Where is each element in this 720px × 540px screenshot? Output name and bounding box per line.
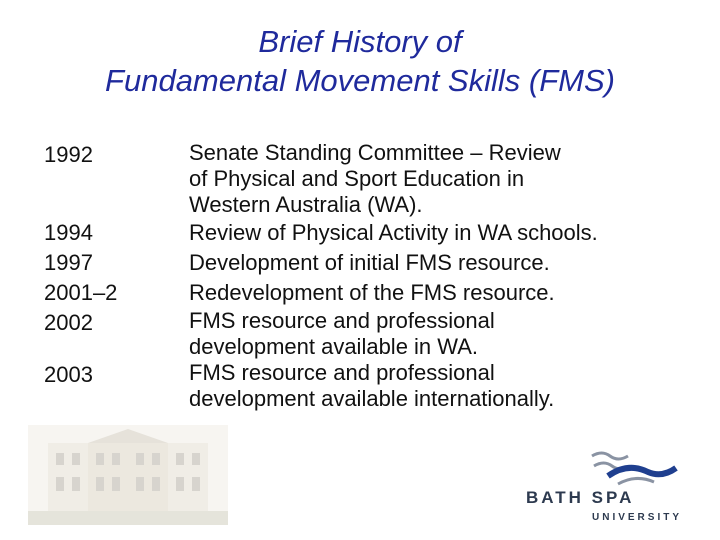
entry-description-line: development available internationally. [189, 386, 555, 411]
timeline-entry [44, 140, 694, 218]
entry-description-line: Senate Standing Committee – Review [189, 140, 561, 165]
entry-description-line: development available in WA. [189, 334, 479, 359]
entry-description [189, 360, 694, 412]
timeline-entry [44, 218, 694, 248]
logo-subtitle: UNIVERSITY [592, 512, 683, 523]
entry-description-line: Redevelopment of the FMS resource. [189, 280, 555, 305]
title-line-2: Fundamental Movement Skills (FMS) [105, 63, 615, 98]
entry-description-line: FMS resource and professional [189, 308, 495, 333]
timeline-entry [44, 308, 694, 360]
history-timeline [44, 140, 694, 412]
entry-description-line: FMS resource and professional [189, 360, 495, 385]
timeline-entry [44, 360, 694, 412]
entry-year: 1994 [44, 220, 93, 245]
entry-description-line: Development of initial FMS resource. [189, 250, 550, 275]
entry-year: 1992 [44, 142, 93, 167]
entry-year: 1997 [44, 250, 93, 275]
slide-title [0, 22, 720, 100]
entry-description [189, 218, 694, 248]
entry-year: 2003 [44, 362, 93, 387]
entry-description [189, 140, 694, 218]
logo-name: BATH SPA [526, 488, 635, 507]
entry-description-line: Review of Physical Activity in WA schools. [189, 220, 598, 245]
timeline-entry [44, 248, 694, 278]
title-line-1: Brief History of [258, 24, 462, 59]
entry-description [189, 278, 694, 308]
entry-description-line: of Physical and Sport Education in [189, 166, 525, 191]
entry-year: 2001–2 [44, 280, 118, 305]
wave-logo-icon [588, 448, 680, 492]
entry-description [189, 248, 694, 278]
building-image [28, 425, 228, 525]
entry-description-line: Western Australia (WA). [189, 192, 423, 217]
timeline-entry [44, 278, 694, 308]
entry-year: 2002 [44, 310, 93, 335]
entry-description [189, 308, 694, 360]
